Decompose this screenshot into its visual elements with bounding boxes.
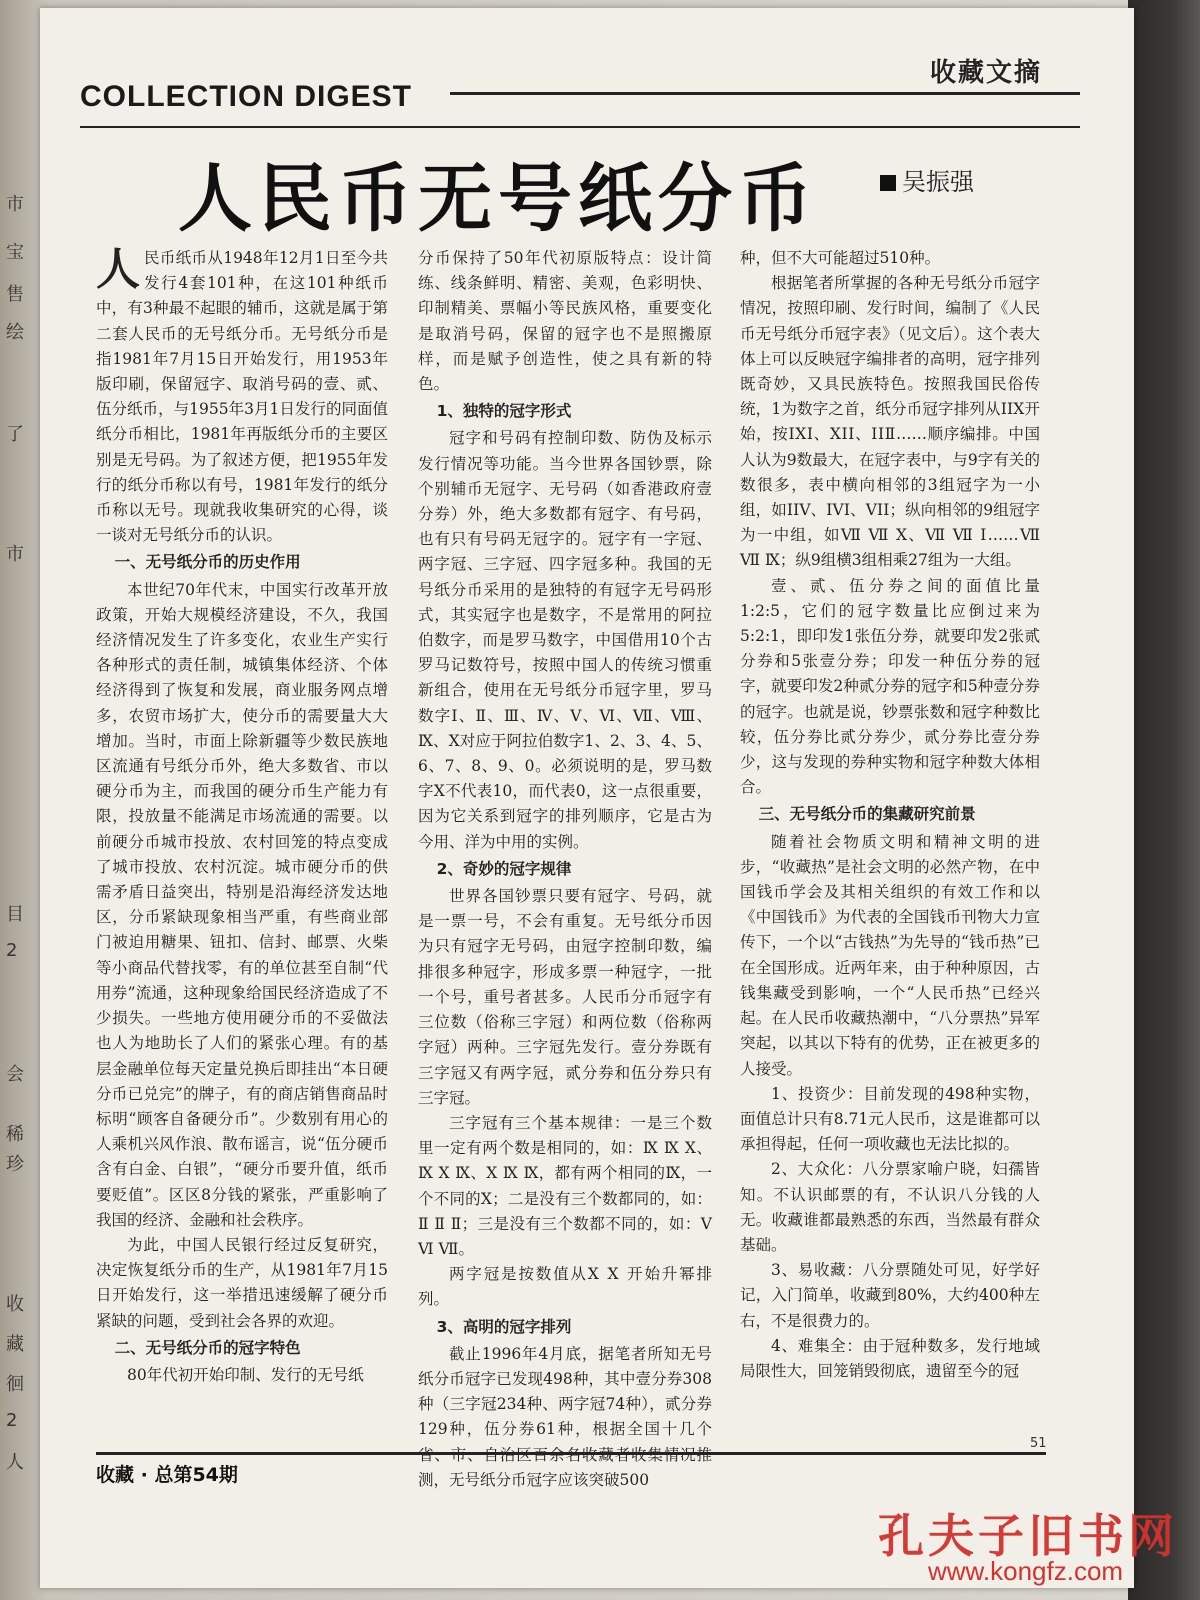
section-heading	[418, 1315, 712, 1340]
article-headline: 人民币无号纸分币	[178, 156, 818, 242]
paragraph	[418, 246, 712, 397]
adjacent-page-glyph: 2	[6, 1410, 18, 1431]
text: 两字冠是按数值从Ⅹ Ⅹ 开始升幂排列。	[418, 1265, 712, 1309]
paragraph	[740, 1082, 1040, 1158]
text: 一、无号纸分币的历史作用	[114, 553, 301, 572]
adjacent-page-glyph: 藏	[6, 1334, 24, 1355]
watermark-text: 孔夫子旧书网	[878, 1509, 1178, 1563]
adjacent-page-glyph: 会	[6, 1064, 24, 1085]
adjacent-page-glyph: 市	[6, 544, 24, 565]
paragraph	[740, 271, 1040, 573]
adjacent-page-glyph: 售	[6, 284, 24, 305]
footer-rule	[96, 1452, 1046, 1455]
text-column-2	[418, 246, 712, 1493]
text: 世界各国钞票只要有冠字、号码，就是一票一号，不会有重复。无号纸分币因为只有冠字无号码，由冠字控制印数，编排很多种冠字，形成多票一种冠字，一批一个号，重号者甚多。人民币分币冠字有三位数（俗称三字冠）和两位数（俗称两字冠）两种。三字冠先发行。壹分券既有三字冠又有两字冠，贰分券和伍分券只有三字冠。	[418, 887, 712, 1107]
paragraph	[418, 426, 712, 854]
text: 冠字和号码有控制印数、防伪及标示发行情况等功能。当今世界各国钞票，除个别辅币无冠字、无号码（如香港政府壹分券）外，绝大多数都有冠字、有号码，也有只有号码无冠字的。冠字有一字冠、两字冠、三字冠、四字冠多种。我国的无号纸分币采用的是独特的有冠字无号码形式，其实冠字也是数字，不是常用的阿拉伯数字，而是罗马数字，中国借用10个古罗马记数符号，按照中国人的传统习惯重新组合，使用在无号纸分币冠字里，罗马数字Ⅰ、Ⅱ、Ⅲ、Ⅳ、Ⅴ、Ⅵ、Ⅶ、Ⅷ、Ⅸ、Ⅹ对应于阿拉伯数字1、2、3、4、5、6、7、8、9、0。必须说明的是，罗马数字Ⅹ不代表10，而代表0，这一点很重要，因为它关系到冠字的排列顺序，它是古为今用、洋为中用的实例。	[418, 429, 712, 851]
adjacent-page-glyph: 收	[6, 1294, 24, 1315]
page-number: 51	[1030, 1436, 1047, 1451]
adjacent-page-glyph: 市	[6, 194, 24, 215]
text: 根据笔者所掌握的各种无号纸分币冠字情况，按照印刷、发行时间，编制了《人民币无号纸分币冠字表》（见文后）。这个表大体上可以反映冠字编排者的高明，冠字排列既奇妙，又具民族特色。按照我国民俗传统，1为数字之首，纸分币冠字排列从ⅠⅠⅩ开始，按ⅠⅩⅠ、ⅩⅠⅠ、ⅠⅠⅡ……顺序编排。中国人认为9数最大，在冠字表中，与9字有关的数很多，表中横向相邻的3组冠字为一小组，如ⅠⅠⅤ、ⅠⅤⅠ、ⅤⅠⅠ；纵向相邻的9组冠字为一中组，如Ⅶ Ⅶ Ⅹ、Ⅶ Ⅶ Ⅰ……Ⅶ Ⅶ Ⅸ；纵9组横3组相乘27组为一大组。	[740, 274, 1040, 570]
paragraph	[96, 1233, 388, 1334]
issue-footer: 收藏 · 总第54期	[96, 1464, 238, 1486]
text: 随着社会物质文明和精神文明的进步，“收藏热”是社会文明的必然产物，在中国钱币学会及其相关组织的有效工作和以《中国钱币》为代表的全国钱币刊物大力宣传下，一个以“古钱热”为先导的“钱币热”已在全国形成。近两年来，由于种种原因，古钱集藏受到影响，一个“人民币热”已经兴起。在人民币收藏热潮中，“八分票热”异军突起，以其以下特有的优势，正在被更多的人接受。	[740, 832, 1040, 1078]
text: 1、投资少：目前发现的498种实物，面值总计只有8.71元人民币，这是谁都可以承担得起，任何一项收藏也无法比拟的。	[740, 1084, 1040, 1154]
section-heading	[418, 399, 712, 424]
adjacent-page-glyph: 绘	[6, 322, 24, 343]
paragraph	[740, 1258, 1040, 1334]
adjacent-page-glyph: 目	[6, 904, 24, 925]
paragraph	[418, 1111, 712, 1262]
paragraph	[418, 884, 712, 1111]
adjacent-page-glyph: 徊	[6, 1374, 24, 1395]
header-rule-lower	[80, 126, 1080, 128]
text-column-3	[740, 246, 1040, 1384]
paragraph	[740, 1334, 1040, 1384]
paragraph	[96, 246, 388, 548]
text: 2、奇妙的冠字规律	[436, 859, 572, 878]
bullet-square-icon	[880, 175, 896, 191]
text: 种，但不大可能超过510种。	[740, 249, 941, 267]
text: 截止1996年4月底，据笔者所知无号纸分币冠字已发现498种，其中壹分券308种（三字冠234种、两字冠74种），贰分券129种，伍分券61种，根据全国十几个 测，无号纸分币冠字应该突破500	[418, 1344, 712, 1489]
adjacent-page-glyph: 珍	[6, 1154, 24, 1175]
author-name: 吴振强	[902, 168, 974, 196]
text: 1、独特的冠字形式	[436, 402, 572, 421]
text: 为此，中国人民银行经过反复研究，决定恢复纸分币的生产，从1981年7月15日开始发行，这一举措迅速缓解了硬分币紧缺的问题，受到社会各界的欢迎。	[96, 1235, 388, 1330]
section-heading	[96, 550, 388, 575]
text: 分币保持了50年代初原版特点：设计简练、线条鲜明、精密、美观，色彩明快、印制精美、票幅小等民族风格，重要变化是取消号码，保留的冠字也不是照搬原样，而是赋予创造性，使之具有新的特色。	[418, 249, 712, 394]
section-heading	[418, 857, 712, 882]
text: 3、易收藏：八分票随处可见，好学好记，入门简单，收藏到80%，大约400种左右，不是很费力的。	[740, 1261, 1040, 1330]
text: 二、无号纸分币的冠字特色	[114, 1338, 301, 1357]
section-english-title: COLLECTION DIGEST	[80, 80, 412, 113]
section-heading	[96, 1336, 388, 1361]
watermark-url: www.kongfz.com	[928, 1556, 1124, 1586]
text: 本世纪70年代末，中国实行改革开放政策，开始大规模经济建设，不久，我国经济情况发生了许多变化，农业生产实行各种形式的责任制，城镇集体经济、个体经济得到了恢复和发展，商业服务网点增多，农贸市场扩大，使分币的需要量大大增加。当时，市面上除新疆等少数民族地区流通有号纸分币外，绝大多数省、市以硬分币为主，而我国的硬分币生产能力有限，投放量不能满足市场流通的需要。以前硬分币城市投放、农村回笼的特点变成了城市投放、农村沉淀。城市硬分币的供需矛盾日益突出，特别是沿海经济发达地区，分币紧缺现象相当严重，有些商业部门被迫用糖果、钮扣、信封、邮票、火柴等小商品代替找零，有的单位甚至自制“代用券”流通，这种现象给国民经济造成了不少损失。一些地方使用硬分币的不妥做法也人为地助长了人们的紧张心理。有的基层金融单位每天定量兑换后即挂出“本日硬分币已兑完”的牌子，有的商店销售商品时标明“顾客自备硬分币”。少数别有用心的人乘机兴风作浪、散布谣言，说“伍分硬币含有白金、白银”，“硬分币要升值，纸币要贬值”。区区8分钱的紧张，严重影响了我国的经济、金融和社会秩序。	[96, 580, 388, 1229]
paragraph	[740, 830, 1040, 1082]
text: 三、无号纸分币的集藏研究前景	[758, 805, 976, 824]
text: 80年代初开始印制、发行的无号纸	[127, 1365, 364, 1384]
paragraph	[740, 1157, 1040, 1258]
paragraph	[418, 1342, 712, 1493]
header-rule	[450, 92, 1080, 95]
text-column-1	[96, 246, 388, 1388]
adjacent-page-glyph: 了	[6, 424, 24, 445]
text: 3、高明的冠字排列	[436, 1317, 572, 1336]
binder-spine	[1128, 0, 1200, 1600]
text: 4、难集全：由于冠种数多，发行地域局限性大，回笼销毁彻底，遗留至今的冠	[740, 1336, 1040, 1380]
paragraph	[740, 246, 1040, 271]
adjacent-page-glyph: 人	[6, 1452, 24, 1473]
text: 民币纸币从1948年12月1日至今共发行4套101种，在这101种纸币中，有3种最不起眼的辅币，这就是属于第二套人民币的无号纸分币。无号纸分币是指1981年7月15日开始发行，用1953年版印刷，保留冠字、取消号码的壹、贰、伍分纸币，与1955年3月1日发行的同面值纸分币相比，1981年再版纸分币的主要区别是无号码。为了叙述方便，把1955年发行的纸分币称以有号，1981年发行的纸分币称以无号。现就我收集研究的心得，谈一谈对无号纸分币的认识。	[96, 249, 388, 545]
paragraph	[418, 1262, 712, 1312]
text: 三字冠有三个基本规律：一是三个数里一定有两个数是相同的，如：Ⅸ Ⅸ Ⅹ、Ⅸ Ⅹ Ⅸ、Ⅹ Ⅸ Ⅸ，都有两个相同的Ⅸ，一个不同的Ⅹ；二是没有三个数都同的，如：Ⅱ Ⅱ Ⅱ；三是没有三个数都不同的，如：Ⅴ Ⅵ Ⅶ。	[418, 1113, 712, 1258]
text: 壹、贰、伍分券之间的面值比量1:2:5，它们的冠字数量比应倒过来为5:2:1，即印发1张伍分券，就要印发2张贰分券和5张壹分券；印发一种伍分券的冠字，就要印发2种贰分券的冠字和5种壹分券的冠字。也就是说，钞票张数和冠字种数比较，伍分券比贰分券少，贰分券比壹分券少，这与发现的券种实物和冠字种数大体相合。	[740, 576, 1040, 797]
paragraph	[740, 574, 1040, 801]
section-heading	[740, 802, 1040, 827]
author-byline	[880, 162, 974, 197]
adjacent-page-glyph: 宝	[6, 242, 24, 263]
drop-cap: 人	[96, 244, 140, 295]
adjacent-page-glyph: 2	[6, 940, 18, 961]
adjacent-page-glyph: 稀	[6, 1124, 24, 1145]
text: 2、大众化：八分票家喻户晓，妇孺皆知。不认识邮票的有，不认识八分钱的人无。收藏谁都最熟悉的东西，当然最有群众基础。	[740, 1160, 1040, 1254]
section-label: 收藏文摘	[930, 58, 1043, 88]
paragraph	[96, 578, 388, 1233]
paragraph	[96, 1363, 388, 1388]
